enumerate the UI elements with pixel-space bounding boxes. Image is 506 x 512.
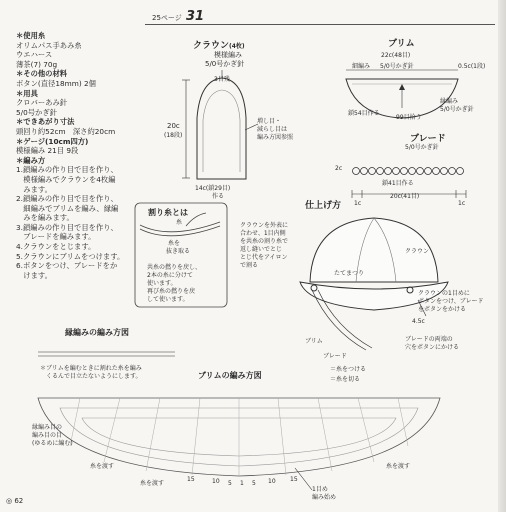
legend-attach-yarn: ＝糸をつける [330,366,367,373]
finishing-brim-label: ブリム [305,338,323,345]
legend-cut-yarn: ＝糸を切る [330,376,361,383]
finishing-note: 合わせ、1目内側 [240,230,286,237]
finishing-note: 穴をボタンにかける [405,344,460,351]
crown-note: 編み方図参照 [257,134,294,141]
brim-chart-note: くるんで目立たないようにします。 [40,373,142,380]
braid-length: 20c(41目) [390,193,420,200]
finishing-note: で割る [240,262,259,269]
brim-edge-stitch: 縁編み [440,98,459,105]
crown-note: 減らし目は [257,126,288,133]
split-note: 共糸の撚りを戻し、 [147,264,202,271]
crown-height-rows: (18段) [164,132,183,139]
split-note: 使います。 [147,280,177,287]
brim-chart-pass-yarn: 糸を渡す [140,480,165,487]
split-note: して使います。 [147,296,189,303]
finishing-note: とじ代をアイロン [240,254,288,261]
brim-chart-start: 1目め [312,486,328,493]
split-label: 糸を [168,240,181,247]
page-number: ◎ 62 [6,497,24,505]
braid-chain: 鎖41目作る [382,180,414,187]
split-note: 再び糸の撚りを戻 [147,288,196,295]
split-label: 糸 [176,219,183,226]
brim-chart-count: 5 [228,480,232,487]
brim-chain: 鎖54目作る [348,110,380,117]
brim-chart-count: 10 [268,478,276,485]
crown-title: クラウン(4枚) [193,41,245,51]
crown-hook: 5/0号かぎ針 [205,60,245,68]
finishing-note: クラウンを外表に [240,222,289,229]
braid-left-size: 1c [354,200,362,207]
brim-chart-pass-yarn: 糸を渡す [90,463,115,470]
brim-hook: 5/0号かぎ針 [380,63,414,70]
gauge-heading: ＊ゲージ(10cm四方) [16,136,89,146]
brim-chart-pass-yarn: 糸を渡す [386,463,411,470]
brim-edge-height: 0.5c(1段) [458,63,486,70]
finishing-stitch-label: たてまつり [334,270,365,277]
crown-height: 20c [167,122,180,130]
split-note: 2本の糸に分けて [147,272,193,279]
finishing-note: ブレードの両端の [405,336,453,343]
page-reference-number: 31 [186,9,205,24]
brim-chart-count: 15 [187,476,195,483]
brim-chart-side-note: (ゆるめに編む) [32,440,73,447]
crown-base: 14c(鎖29目) [195,185,231,192]
brim-title: ブリム [388,39,415,49]
crown-stitch: 模様編み [214,51,242,59]
brim-chart-count: 10 [212,478,220,485]
split-yarn-title: 割り糸とは [148,208,188,217]
brim-pickup: 99目拾う [396,114,422,121]
brim-chart-start: 編み始め [312,494,337,501]
finishing-title: 仕上げ方 [305,201,342,211]
crown-base: 作る [212,193,225,200]
brim-chart-note: ＊ブリムを編むときに割れた糸を編み [40,365,142,372]
finishing-note: を共糸の割り糸で [240,238,289,245]
finishing-crown-label: クラウン [405,248,430,255]
materials-column: ＊使用糸 オリムパス手あみ糸 ウエハース 薄茶(7) 70g ＊その他の材料 ボタン(直径18mm) 2個 ＊用具 クロバーあみ針 5/0号かぎ針 ＊できあがり寸法 頭回り約52cm 深さ約20cm ＊ゲージ(10cm四方) 模様編み 21目 9段 ＊編み方 1.鎖編みの作り目で目を作り、 模様編みでクラウンを4枚編 みます。 2.鎖編みの作り目で目を作り、 細編みでブリムを編み、縁編 みを編みます。 3.鎖編みの作り目で目を作り、 ブレードを編みます。 4.クラウンをとじます。 5.クラウンにブリムをつけます。 6.ボタンをつけ、ブレードをか けます。 [16,31,156,280]
braid-title: ブレード [410,134,446,144]
brim-stitch: 細編み [352,63,371,70]
crown-top-label: 3目残 [214,76,230,83]
brim-edge-hook: 5/0号かぎ針 [440,106,474,113]
braid-hook: 5/0号かぎ針 [405,144,439,151]
finishing-note: をボタンをかける [418,306,467,313]
braid-height: 2c [335,165,343,172]
edge-chart-title: 縁編みの編み方図 [65,328,129,337]
materials-heading: ＊その他の材料 [16,69,68,79]
brim-top: 22c(48目) [381,52,411,59]
brim-chart-side-note: 縁編み目の [32,424,63,431]
tools-heading: ＊用具 [16,88,38,98]
brim-chart-count: 1 [240,480,244,487]
brim-chart-count: 5 [252,480,256,487]
yarn-heading: ＊使用糸 [16,31,46,40]
braid-right-size: 1c [458,200,466,207]
finishing-braid-label: ブレード [323,353,347,360]
size-heading: ＊できあがり寸法 [16,117,75,127]
crown-note: 増し目・ [257,118,282,125]
brim-chart-count: 15 [290,476,298,483]
page-number-marker: ◎ [6,497,13,505]
brim-chart-title: ブリムの編み方図 [198,371,262,380]
finishing-note: ボタンをつけ、ブレード [418,298,484,305]
method-heading: ＊編み方 [16,155,46,165]
finishing-note: 返し縫いでとじ [240,246,283,253]
finishing-note: クラウンの1目めに [418,290,470,297]
page-reference: 25ページ 31 [152,9,205,24]
split-label: 抜き取る [166,248,191,255]
brim-chart-side-note: 編み目の目 [32,432,63,439]
finishing-size: 4.5c [412,318,425,325]
